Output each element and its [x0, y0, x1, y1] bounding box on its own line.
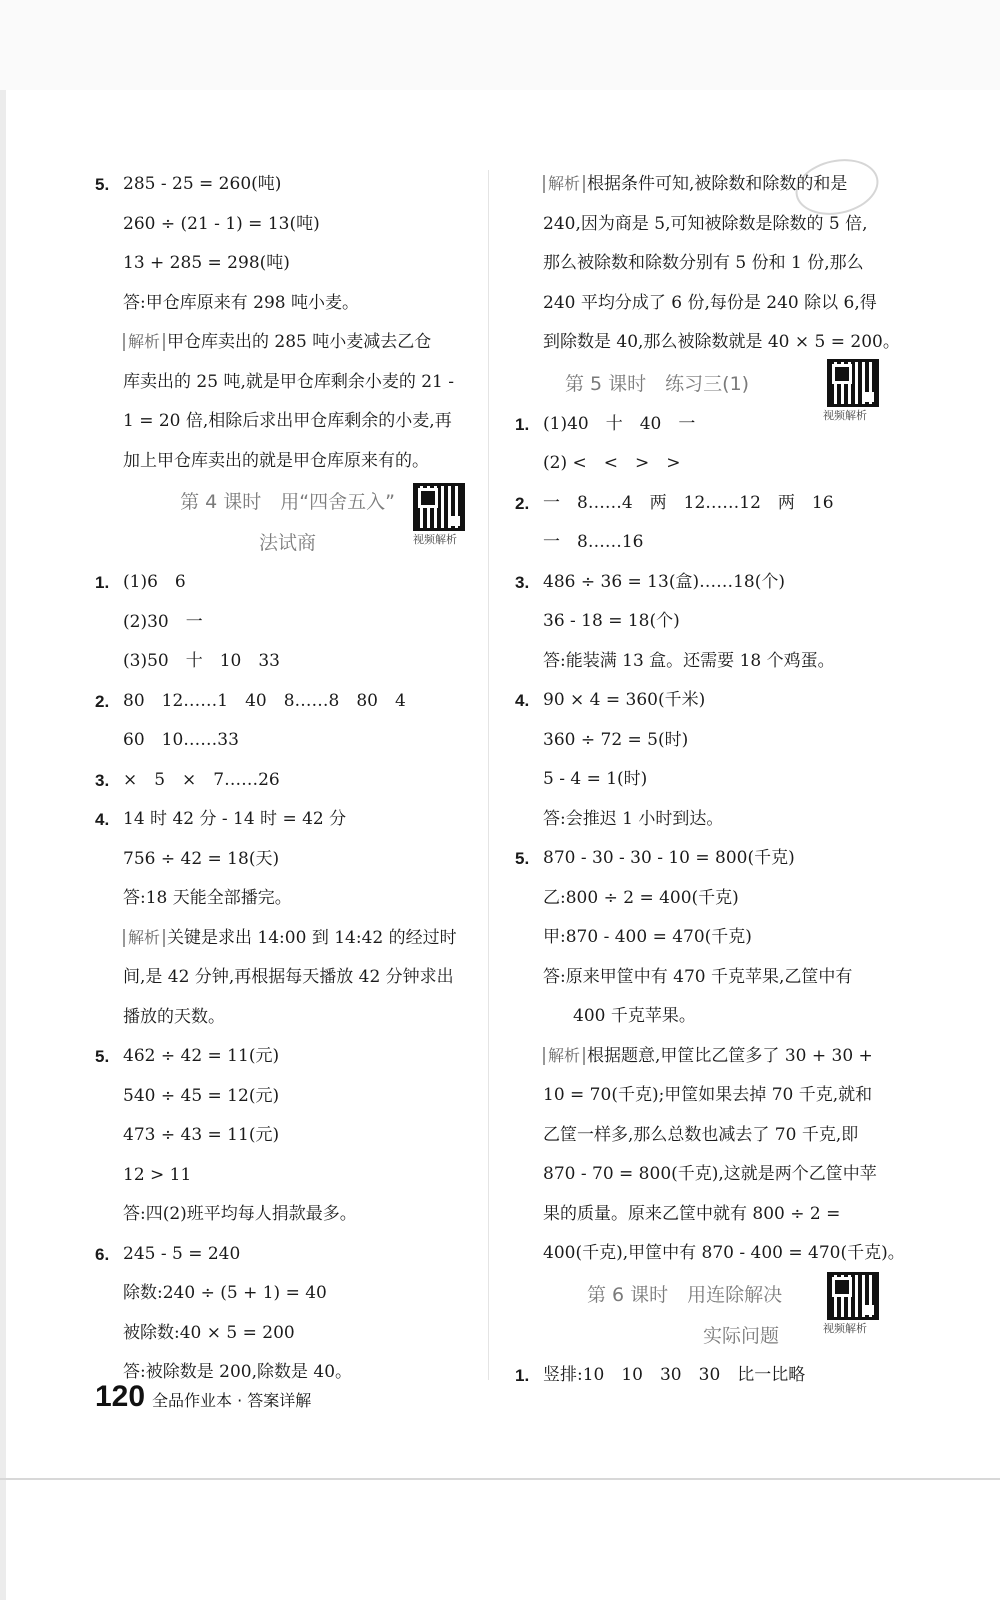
- answer-text: [543, 1037, 873, 1077]
- answer-text: 756 ÷ 42 = 18(天): [123, 848, 280, 869]
- answer-line: [95, 958, 480, 998]
- answer-line: [95, 1235, 480, 1275]
- answer-text: 播放的天数。: [123, 1006, 225, 1027]
- answer-line: [515, 205, 905, 245]
- answer-line: [95, 1314, 480, 1354]
- answer-line: [515, 760, 905, 800]
- answer-line: [95, 682, 480, 722]
- answer-text: 答:原来甲筐中有 470 千克苹果,乙筐中有: [543, 966, 853, 987]
- answer-line: [95, 800, 480, 840]
- answer-text: 10 = 70(千克);甲筐如果去掉 70 千克,就和: [543, 1085, 873, 1105]
- lesson-6-heading-cont: [515, 1316, 905, 1356]
- question-number: 1.: [95, 573, 110, 592]
- analysis-tag: 解析: [123, 929, 165, 947]
- answer-text: 甲:870 - 400 = 470(千克): [543, 927, 752, 947]
- answer-text: 13 + 285 = 298(吨): [123, 253, 290, 273]
- page-edge: [0, 0, 6, 1600]
- question-number: 3.: [95, 770, 110, 790]
- answer-text: 400(千克),甲筐中有 870 - 400 = 470(千克)。: [543, 1243, 905, 1263]
- left-column: [95, 165, 480, 1393]
- answer-text: 12 > 11: [123, 1164, 192, 1185]
- question-number: 3.: [515, 572, 530, 592]
- answer-text: 果的质量。原来乙筐中就有 800 ÷ 2 =: [543, 1203, 841, 1224]
- answer-line: [515, 642, 905, 682]
- answer-text: 60 10……33: [123, 730, 239, 750]
- answer-line: [515, 165, 905, 205]
- answer-text: 乙:800 ÷ 2 = 400(千克): [543, 887, 739, 908]
- answer-text: 240,因为商是 5,可知被除数是除数的 5 倍,: [543, 213, 868, 234]
- answer-line: [95, 402, 480, 442]
- question-number: 1.: [515, 1365, 530, 1385]
- answer-text: 答:会推迟 1 小时到达。: [543, 808, 724, 829]
- analysis-tag: 解析: [543, 1047, 585, 1065]
- answer-text: (3)50 十 10 33: [123, 651, 280, 671]
- answer-line: [515, 444, 905, 484]
- answer-text: 间,是 42 分钟,再根据每天播放 42 分钟求出: [123, 967, 454, 987]
- answer-line: [95, 284, 480, 324]
- qr-caption: 视频解析: [413, 533, 457, 546]
- answer-line: [95, 998, 480, 1038]
- lesson-6-title-cont: 实际问题: [703, 1324, 780, 1347]
- answer-line: [515, 284, 905, 324]
- qr-caption: 视频解析: [823, 1321, 867, 1335]
- lesson-5-title: 第 5 课时 练习三(1): [565, 372, 750, 395]
- answer-text: 被除数:40 × 5 = 200: [123, 1322, 295, 1343]
- qr-caption: 视频解析: [823, 408, 867, 422]
- answer-line: [95, 563, 480, 603]
- answer-text: 一 8……16: [543, 532, 644, 552]
- lesson-6-title: 第 6 课时 用连除解决: [587, 1283, 783, 1306]
- answer-line: [515, 244, 905, 284]
- answer-line: [95, 642, 480, 682]
- answer-text: 486 ÷ 36 = 13(盒)……18(个): [543, 571, 785, 592]
- answer-line: [515, 800, 905, 840]
- answer-text: [543, 165, 847, 205]
- answer-text: (1)40 十 40 一: [543, 413, 696, 434]
- answer-line: [515, 1195, 905, 1235]
- answer-text: 473 ÷ 43 = 11(元): [123, 1125, 280, 1145]
- answer-line: [95, 879, 480, 919]
- answer-text: 1 = 20 倍,相除后求出甲仓库剩余的小麦,再: [123, 411, 452, 431]
- answer-text: 870 - 30 - 30 - 10 = 800(千克): [543, 848, 795, 868]
- answer-line: [95, 363, 480, 403]
- lesson-4-title-cont: 法试商: [258, 532, 316, 554]
- question-number: 4.: [95, 810, 110, 829]
- qr-code-icon[interactable]: [827, 359, 879, 407]
- answer-line: [515, 602, 905, 642]
- answer-text: 870 - 70 = 800(千克),这就是两个乙筐中苹: [543, 1164, 877, 1184]
- answer-line: [515, 563, 905, 603]
- answer-line: [95, 1353, 480, 1393]
- answer-text: × 5 × 7……26: [123, 769, 280, 790]
- answer-text: 那么被除数和除数分别有 5 份和 1 份,那么: [543, 253, 864, 273]
- page-number: 120: [95, 1380, 146, 1413]
- answer-line: [515, 958, 905, 998]
- answer-text: 80 12……1 40 8……8 80 4: [123, 690, 406, 711]
- answer-text: 答:能装满 13 盒。还需要 18 个鸡蛋。: [543, 650, 835, 671]
- answer-text: 400 千克苹果。: [573, 1006, 696, 1026]
- answer-text: 462 ÷ 42 = 11(元): [123, 1046, 280, 1066]
- answer-text: (2) < < > >: [543, 453, 681, 473]
- answer-text: 285 - 25 = 260(吨): [123, 174, 282, 194]
- right-column: [515, 165, 905, 1395]
- answer-line: [515, 879, 905, 919]
- answer-line: [515, 1076, 905, 1116]
- answer-line: [515, 839, 905, 879]
- answer-line: [95, 323, 480, 363]
- answer-line: [95, 761, 480, 801]
- answer-text: 答:四(2)班平均每人捐款最多。: [123, 1204, 357, 1224]
- analysis-tag: 解析: [543, 175, 585, 193]
- question-number: 4.: [515, 691, 530, 710]
- answer-text: 加上甲仓库卖出的就是甲仓库原来有的。: [123, 450, 429, 471]
- answer-line: [95, 603, 480, 643]
- question-number: 5.: [515, 849, 530, 868]
- answer-line: [515, 1155, 905, 1195]
- answer-line: [515, 323, 905, 363]
- answer-text: 14 时 42 分 - 14 时 = 42 分: [123, 809, 347, 829]
- answer-text: (2)30 一: [123, 611, 203, 632]
- column-divider: [488, 170, 489, 1380]
- bottom-rule: [0, 1478, 1000, 1480]
- answer-text: 5 - 4 = 1(时): [543, 769, 648, 789]
- answer-text: 540 ÷ 45 = 12(元): [123, 1085, 280, 1106]
- answer-line: [95, 919, 480, 959]
- answer-text: 竖排:10 10 30 30 比一比略: [543, 1364, 806, 1385]
- qr-code-icon[interactable]: [413, 483, 465, 531]
- answer-text: 到除数是 40,那么被除数就是 40 × 5 = 200。: [543, 332, 900, 352]
- answer-text: 240 平均分成了 6 份,每份是 240 除以 6,得: [543, 292, 877, 313]
- answer-text: 260 ÷ (21 - 1) = 13(吨): [123, 213, 320, 234]
- answer-line: [515, 484, 905, 524]
- answer-line: [95, 244, 480, 284]
- answer-line: [95, 721, 480, 761]
- answer-line: [95, 205, 480, 245]
- answer-text: [123, 919, 457, 959]
- answer-line: [95, 165, 480, 205]
- answer-line: [515, 1116, 905, 1156]
- answer-line: [515, 1234, 905, 1274]
- answer-text: 除数:240 ÷ (5 + 1) = 40: [123, 1283, 327, 1303]
- question-number: 5.: [95, 175, 110, 194]
- analysis-text: 关键是求出 14:00 到 14:42 的经过时: [167, 927, 457, 948]
- answer-line: [515, 1356, 905, 1396]
- answer-line: [95, 442, 480, 482]
- answer-line: [515, 523, 905, 563]
- lesson-6-heading: [515, 1274, 905, 1335]
- answer-line: [515, 405, 905, 445]
- answer-line: [95, 1156, 480, 1196]
- lesson-5-heading: [515, 363, 905, 422]
- answer-line: [515, 721, 905, 761]
- answer-line: [515, 681, 905, 721]
- analysis-tag: 解析: [123, 333, 165, 351]
- answer-text: 乙筐一样多,那么总数也减去了 70 千克,即: [543, 1124, 859, 1145]
- answer-text: 一 8……4 两 12……12 两 16: [543, 492, 834, 513]
- answer-text: 90 × 4 = 360(千米): [543, 690, 706, 710]
- answer-line: [95, 1116, 480, 1156]
- footer-title: 全品作业本 · 答案详解: [152, 1391, 312, 1410]
- answer-text: [123, 323, 431, 363]
- answer-text: 库卖出的 25 吨,就是甲仓库剩余小麦的 21 -: [123, 371, 455, 392]
- answer-text: 36 - 18 = 18(个): [543, 611, 680, 631]
- analysis-text: 甲仓库卖出的 285 吨小麦减去乙仓: [167, 332, 432, 352]
- answer-line: [95, 1037, 480, 1077]
- analysis-text: 根据条件可知,被除数和除数的和是: [587, 174, 848, 194]
- top-margin: [0, 0, 1000, 90]
- answer-text: 245 - 5 = 240: [123, 1243, 241, 1264]
- analysis-text: 根据题意,甲筐比乙筐多了 30 + 30 +: [587, 1045, 873, 1066]
- lesson-4-title: 第 4 课时 用“四舍五入”: [180, 491, 395, 513]
- answer-text: (1)6 6: [123, 572, 186, 592]
- answer-text: 答:甲仓库原来有 298 吨小麦。: [123, 292, 359, 313]
- answer-line: [95, 840, 480, 880]
- question-number: 5.: [95, 1047, 110, 1066]
- answer-line: [95, 1077, 480, 1117]
- qr-code-icon[interactable]: [827, 1272, 879, 1320]
- lesson-4-heading-cont: [95, 523, 480, 563]
- question-number: 1.: [515, 414, 530, 434]
- answer-line: [515, 918, 905, 958]
- answer-text: 答:被除数是 200,除数是 40。: [123, 1362, 353, 1382]
- answer-line: [95, 1274, 480, 1314]
- question-number: 2.: [95, 691, 110, 711]
- question-number: 6.: [95, 1244, 110, 1264]
- answer-text: 答:18 天能全部播完。: [123, 888, 292, 908]
- answer-line: [515, 1037, 905, 1077]
- question-number: 2.: [515, 493, 530, 513]
- answer-line: [95, 1195, 480, 1235]
- answer-line: [515, 997, 905, 1037]
- answer-text: 360 ÷ 72 = 5(时): [543, 729, 689, 750]
